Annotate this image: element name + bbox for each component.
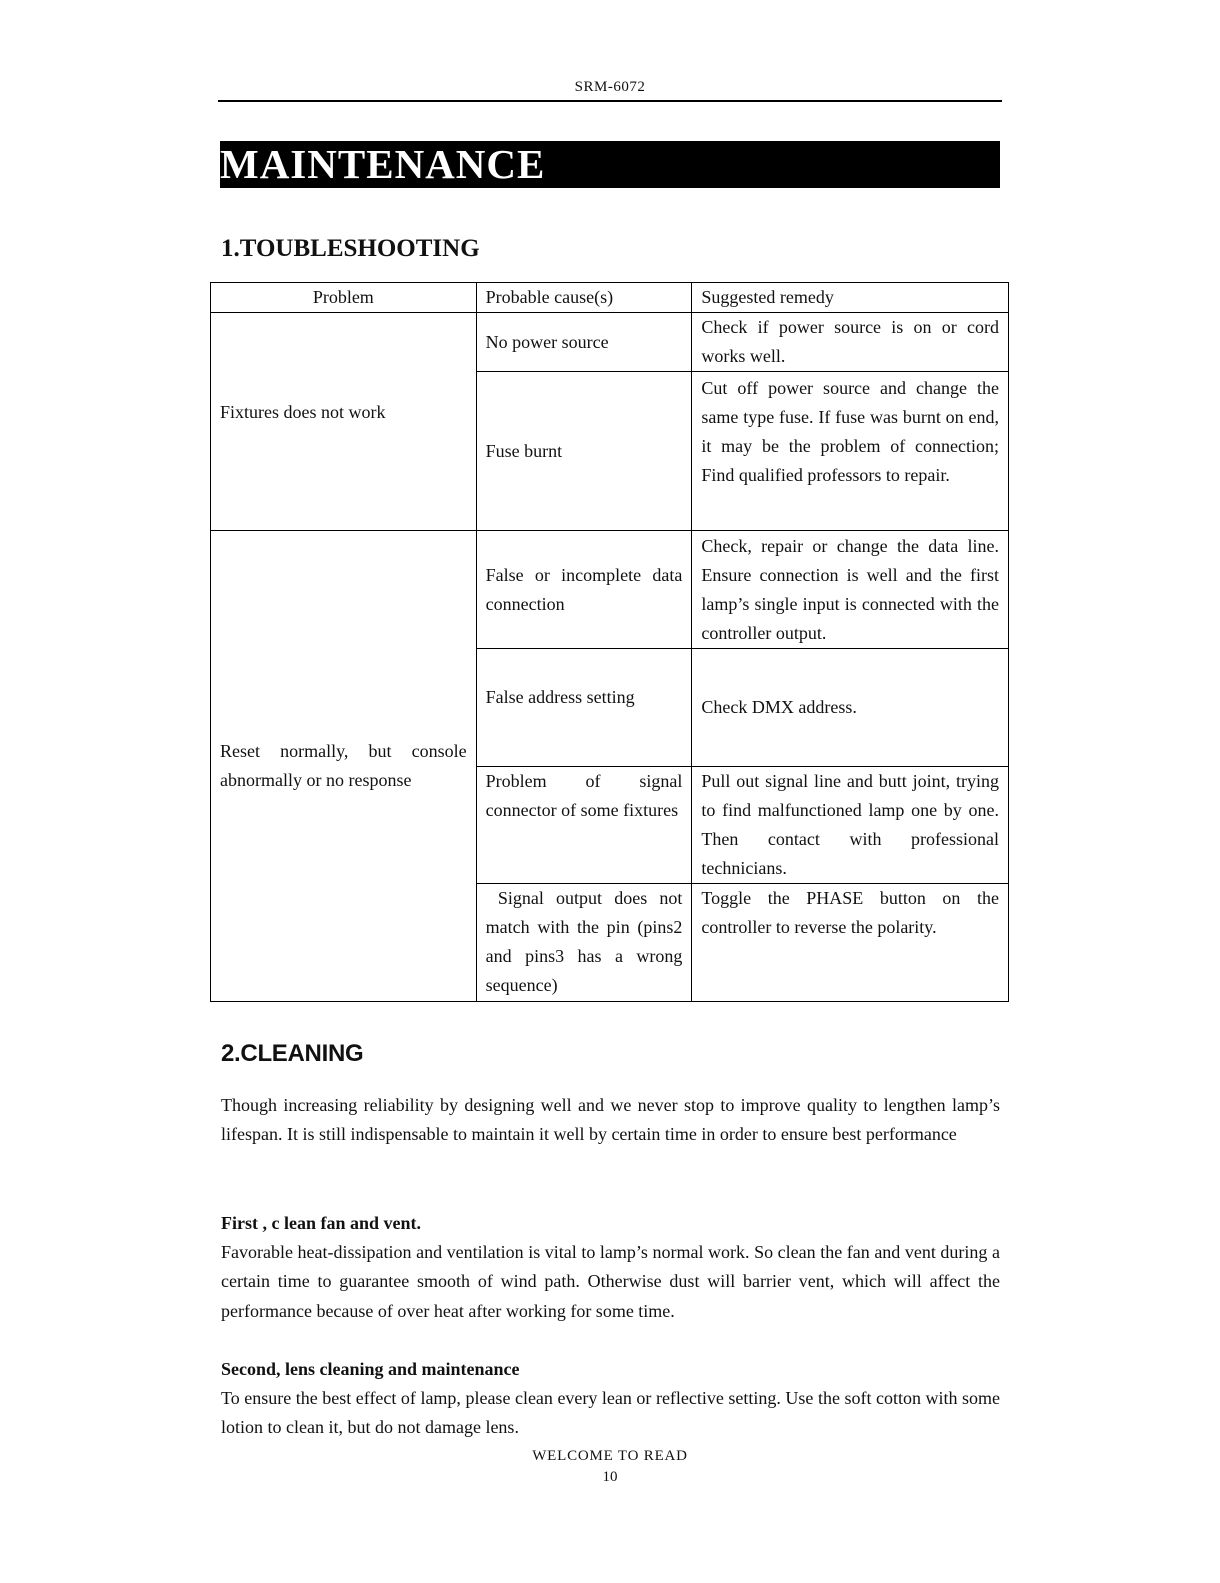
second-body: To ensure the best effect of lamp, please clean every lean or reflective setting. Use the soft cotton with some lotion to clean it, but do not damage lens. — [221, 1388, 1000, 1438]
troubleshooting-table — [210, 282, 1009, 1002]
column-header-problem: Problem — [211, 283, 477, 313]
page-number: 10 — [602, 1469, 618, 1485]
table-row — [211, 313, 1009, 372]
cleaning-heading: 2.CLEANING — [221, 1040, 364, 1067]
cause-cell: Problem of signal connector of some fixtures — [476, 767, 692, 884]
second-subheading: Second, lens cleaning and maintenance — [221, 1359, 520, 1379]
cause-cell: False or incomplete data connection — [476, 531, 692, 649]
problem-cell: Reset normally, but console abnormally or no response — [211, 531, 477, 1002]
table-row — [211, 531, 1009, 649]
page-title: MAINTENANCE — [220, 141, 1000, 188]
footer-text: WELCOME TO READ — [532, 1448, 688, 1464]
table-header-row — [211, 283, 1009, 313]
problem-cell: Fixtures does not work — [211, 313, 477, 531]
column-header-cause: Probable cause(s) — [476, 283, 692, 313]
header-rule — [218, 100, 1002, 102]
remedy-cell: Cut off power source and change the same type fuse. If fuse was burnt on end, it may be the problem of connection; Find qualified professors to repair. — [692, 372, 1009, 531]
cause-cell: Fuse burnt — [476, 372, 692, 531]
remedy-cell: Toggle the PHASE button on the controller to reverse the polarity. — [692, 884, 1009, 1002]
remedy-cell: Check, repair or change the data line. Ensure connection is well and the first lamp’s single input is connected with the controller output. — [692, 531, 1009, 649]
remedy-cell: Check DMX address. — [692, 649, 1009, 767]
cause-cell: False address setting — [476, 649, 692, 767]
remedy-cell: Pull out signal line and butt joint, trying to find malfunctioned lamp one by one. Then contact with professional technicians. — [692, 767, 1009, 884]
remedy-cell: Check if power source is on or cord works well. — [692, 313, 1009, 372]
cleaning-intro: Though increasing reliability by designing well and we never stop to improve quality to lengthen lamp’s lifespan. It is still indispensable to maintain it well by certain time in order to ensure best performance — [221, 1095, 1000, 1145]
cause-cell: Signal output does not match with the pin (pins2 and pins3 has a wrong sequence) — [476, 884, 692, 1002]
document-code: SRM-6072 — [574, 79, 646, 95]
first-body: Favorable heat-dissipation and ventilation is vital to lamp’s normal work. So clean the fan and vent during a certain time to guarantee smooth of wind path. Otherwise dust will barrier vent, which will affect the performance because of over heat after working for some time. — [221, 1242, 1000, 1321]
troubleshooting-heading: 1.TOUBLESHOOTING — [221, 235, 480, 262]
column-header-remedy: Suggested remedy — [692, 283, 1009, 313]
first-subheading: First , c lean fan and vent. — [221, 1213, 421, 1233]
cause-cell: No power source — [476, 313, 692, 372]
